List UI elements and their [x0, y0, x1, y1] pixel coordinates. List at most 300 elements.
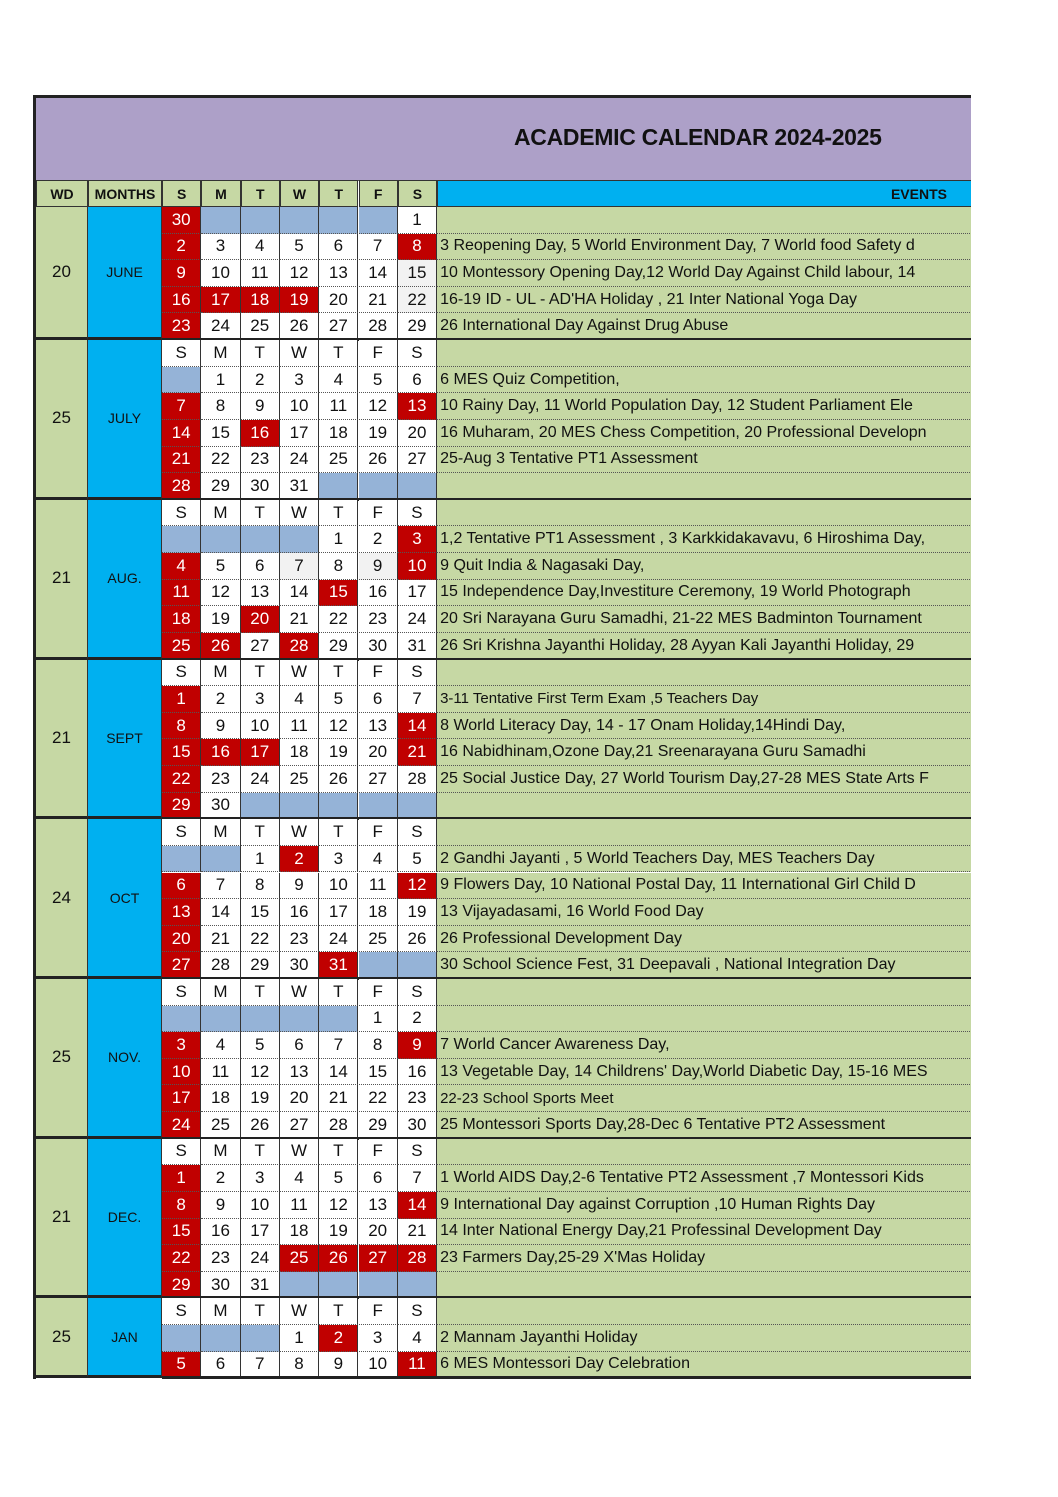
date-cell: 1	[241, 846, 280, 873]
holiday-date-cell: 21	[162, 447, 201, 474]
date-cell: 19	[398, 899, 437, 926]
date-cell: 1	[359, 1006, 398, 1033]
weekday-header-1: M	[201, 819, 240, 846]
date-cell: 29	[319, 633, 358, 660]
date-cell: 7	[241, 1352, 280, 1379]
date-cell: 19	[319, 1219, 358, 1246]
date-cell: 5	[319, 1165, 358, 1192]
weekday-header-1: M	[201, 1139, 240, 1166]
date-cell: 21	[201, 926, 240, 953]
event-cell	[437, 473, 971, 500]
holiday-date-cell: 4	[162, 553, 201, 580]
event-cell	[437, 1272, 971, 1299]
weekday-header-4: T	[319, 1139, 358, 1166]
empty-date-cell	[280, 207, 319, 234]
event-cell: 9 Quit India & Nagasaki Day,	[437, 553, 971, 580]
holiday-date-cell: 31	[319, 952, 358, 979]
empty-date-cell	[201, 1006, 240, 1033]
date-cell: 14	[280, 580, 319, 607]
event-cell: 13 Vegetable Day, 14 Childrens' Day,World Diabetic Day, 15-16 MES	[437, 1059, 971, 1086]
date-cell: 23	[201, 1245, 240, 1272]
event-cell: 3 Reopening Day, 5 World Environment Day, 7 World food Safety d	[437, 234, 971, 261]
date-cell: 24	[280, 447, 319, 474]
holiday-date-cell: 17	[162, 1085, 201, 1112]
date-cell: 4	[201, 1032, 240, 1059]
month-working-days: 21	[36, 1139, 88, 1299]
event-cell: 26 Sri Krishna Jayanthi Holiday, 28 Ayyan Kali Jayanthi Holiday, 29	[437, 633, 971, 660]
date-cell: 15	[359, 1059, 398, 1086]
holiday-date-cell: 9	[162, 260, 201, 287]
weekday-header-5: F	[359, 340, 398, 367]
month-name: JUNE	[88, 207, 162, 340]
weekday-header-1: M	[201, 1298, 240, 1325]
event-cell: 26 International Day Against Drug Abuse	[437, 313, 971, 340]
weekday-header-4: T	[319, 819, 358, 846]
event-cell: 6 MES Quiz Competition,	[437, 367, 971, 394]
date-cell: 26	[319, 766, 358, 793]
date-cell: 3	[280, 367, 319, 394]
weekday-header-3: W	[280, 979, 319, 1006]
empty-date-cell	[201, 1325, 240, 1352]
holiday-date-cell: 16	[201, 739, 240, 766]
holiday-date-cell: 10	[398, 553, 437, 580]
date-cell: 14	[319, 1059, 358, 1086]
holiday-date-cell: 2	[162, 234, 201, 261]
month-name: SEPT	[88, 660, 162, 820]
date-cell: 9	[280, 873, 319, 900]
event-cell: 1 World AIDS Day,2-6 Tentative PT2 Assessment ,7 Montessori Kids	[437, 1165, 971, 1192]
holiday-date-cell: 15	[319, 580, 358, 607]
date-cell: 25	[319, 447, 358, 474]
holiday-date-cell: 2	[280, 846, 319, 873]
weekday-header-4: T	[319, 979, 358, 1006]
date-cell: 2	[241, 367, 280, 394]
holiday-date-cell: 5	[162, 1352, 201, 1379]
month-name: NOV.	[88, 979, 162, 1139]
holiday-date-cell: 25	[162, 633, 201, 660]
event-cell: 2 Gandhi Jayanti , 5 World Teachers Day, MES Teachers Day	[437, 846, 971, 873]
date-cell: 18	[319, 420, 358, 447]
weekday-header-6: S	[398, 340, 437, 367]
date-cell: 23	[241, 447, 280, 474]
empty-date-cell	[319, 1006, 358, 1033]
date-cell: 18	[280, 739, 319, 766]
event-cell: 20 Sri Narayana Guru Samadhi, 21-22 MES Badminton Tournament	[437, 606, 971, 633]
event-cell: 9 International Day against Corruption ,10 Human Rights Day	[437, 1192, 971, 1219]
event-cell: 7 World Cancer Awareness Day,	[437, 1032, 971, 1059]
event-cell: 25 Social Justice Day, 27 World Tourism Day,27-28 MES State Arts F	[437, 766, 971, 793]
date-cell: 28	[359, 313, 398, 340]
date-cell: 20	[398, 420, 437, 447]
weekday-header-2: T	[241, 1139, 280, 1166]
date-cell: 2	[201, 1165, 240, 1192]
date-cell: 1	[319, 526, 358, 553]
weekday-header-0: S	[162, 1139, 201, 1166]
date-cell: 27	[280, 1112, 319, 1139]
holiday-date-cell: 26	[201, 633, 240, 660]
empty-date-cell	[162, 846, 201, 873]
weekday-header-2: T	[241, 819, 280, 846]
date-cell: 23	[359, 606, 398, 633]
event-cell: 8 World Literacy Day, 14 - 17 Onam Holiday,14Hindi Day,	[437, 713, 971, 740]
date-cell: 5	[241, 1032, 280, 1059]
weekday-header-3: W	[280, 660, 319, 687]
month-working-days: 25	[36, 979, 88, 1139]
weekday-header-6: S	[398, 1298, 437, 1325]
date-cell: 30	[241, 473, 280, 500]
event-cell	[437, 1006, 971, 1033]
event-cell: 10 Montessory Opening Day,12 World Day Against Child labour, 14	[437, 260, 971, 287]
empty-date-cell	[359, 207, 398, 234]
empty-date-cell	[398, 1272, 437, 1299]
date-cell: 19	[201, 606, 240, 633]
date-cell: 24	[241, 766, 280, 793]
weekday-header-6: S	[398, 819, 437, 846]
holiday-date-cell: 16	[241, 420, 280, 447]
date-cell: 27	[241, 633, 280, 660]
date-cell: 24	[241, 1245, 280, 1272]
empty-date-cell	[162, 1325, 201, 1352]
weekday-header-1: M	[201, 500, 240, 527]
weekday-header-1: M	[201, 340, 240, 367]
event-cell	[437, 207, 971, 234]
holiday-date-cell: 14	[398, 713, 437, 740]
weekday-header-6: S	[398, 1139, 437, 1166]
holiday-date-cell: 27	[162, 952, 201, 979]
weekday-header-2: T	[241, 340, 280, 367]
header-day-4: T	[319, 180, 358, 207]
empty-date-cell	[319, 1272, 358, 1299]
empty-date-cell	[162, 1006, 201, 1033]
date-cell: 2	[398, 1006, 437, 1033]
date-cell: 31	[398, 633, 437, 660]
date-cell: 12	[319, 1192, 358, 1219]
holiday-date-cell: 17	[241, 739, 280, 766]
date-cell: 9	[241, 393, 280, 420]
event-cell: 16-19 ID - UL - AD'HA Holiday , 21 Inter National Yoga Day	[437, 287, 971, 314]
holiday-date-cell: 8	[162, 1192, 201, 1219]
holiday-date-cell: 15	[162, 739, 201, 766]
date-cell: 14	[359, 260, 398, 287]
header-wd: WD	[36, 180, 88, 207]
empty-date-cell	[162, 367, 201, 394]
date-cell: 13	[280, 1059, 319, 1086]
date-cell: 1	[201, 367, 240, 394]
holiday-date-cell: 24	[162, 1112, 201, 1139]
date-cell: 21	[280, 606, 319, 633]
date-cell: 17	[398, 580, 437, 607]
holiday-date-cell: 28	[162, 473, 201, 500]
holiday-date-cell: 1	[162, 1165, 201, 1192]
date-cell: 8	[241, 873, 280, 900]
weekday-header-3: W	[280, 1139, 319, 1166]
empty-date-cell	[280, 1006, 319, 1033]
date-cell: 13	[359, 1192, 398, 1219]
date-cell: 11	[280, 1192, 319, 1219]
date-cell: 10	[241, 713, 280, 740]
holiday-date-cell: 3	[398, 526, 437, 553]
date-cell: 22	[201, 447, 240, 474]
holiday-date-cell: 29	[162, 1272, 201, 1299]
date-cell: 15	[241, 899, 280, 926]
title-band	[36, 98, 971, 181]
header-day-6: S	[398, 180, 437, 207]
date-cell: 15	[201, 420, 240, 447]
month-working-days: 25	[36, 340, 88, 500]
holiday-date-cell: 13	[162, 899, 201, 926]
holiday-date-cell: 18	[241, 287, 280, 314]
date-cell: 22	[241, 926, 280, 953]
date-cell: 13	[241, 580, 280, 607]
date-cell: 28	[201, 952, 240, 979]
header-day-1: M	[201, 180, 240, 207]
weekday-header-3: W	[280, 1298, 319, 1325]
weekday-header-1: M	[201, 660, 240, 687]
date-cell: 25	[359, 926, 398, 953]
date-cell: 20	[359, 1219, 398, 1246]
weekday-header-5: F	[359, 660, 398, 687]
empty-date-cell	[398, 952, 437, 979]
date-cell: 6	[359, 1165, 398, 1192]
date-cell: 19	[319, 739, 358, 766]
date-cell: 6	[280, 1032, 319, 1059]
empty-date-cell	[359, 952, 398, 979]
weekday-header-6: S	[398, 660, 437, 687]
holiday-date-cell: 9	[398, 1032, 437, 1059]
date-cell: 2	[359, 526, 398, 553]
date-cell: 12	[241, 1059, 280, 1086]
date-cell: 3	[319, 846, 358, 873]
date-cell: 13	[359, 713, 398, 740]
event-cell: 26 Professional Development Day	[437, 926, 971, 953]
event-cell: 25-Aug 3 Tentative PT1 Assessment	[437, 447, 971, 474]
header-day-5: F	[359, 180, 398, 207]
holiday-date-cell: 28	[398, 1245, 437, 1272]
empty-date-cell	[280, 793, 319, 820]
date-cell: 28	[398, 766, 437, 793]
date-cell: 9	[201, 1192, 240, 1219]
date-cell: 21	[359, 287, 398, 314]
date-cell: 12	[359, 393, 398, 420]
event-cell: 10 Rainy Day, 11 World Population Day, 12 Student Parliament Ele	[437, 393, 971, 420]
date-cell: 30	[201, 1272, 240, 1299]
date-cell: 19	[359, 420, 398, 447]
date-cell: 30	[359, 633, 398, 660]
date-cell: 3	[359, 1325, 398, 1352]
date-cell: 6	[319, 234, 358, 261]
event-cell: 23 Farmers Day,25-29 X'Mas Holiday	[437, 1245, 971, 1272]
date-cell: 8	[201, 393, 240, 420]
weekday-header-1: M	[201, 979, 240, 1006]
date-cell: 9	[201, 713, 240, 740]
weekday-header-4: T	[319, 660, 358, 687]
date-cell: 27	[398, 447, 437, 474]
empty-date-cell	[241, 1006, 280, 1033]
date-cell: 10	[201, 260, 240, 287]
date-cell: 3	[241, 686, 280, 713]
event-cell: 14 Inter National Energy Day,21 Professinal Development Day	[437, 1219, 971, 1246]
holiday-date-cell: 23	[162, 313, 201, 340]
date-cell: 9	[319, 1352, 358, 1379]
date-cell: 27	[319, 313, 358, 340]
holiday-date-cell: 25	[280, 1245, 319, 1272]
date-cell: 12	[280, 260, 319, 287]
weekday-header-0: S	[162, 660, 201, 687]
date-cell: 28	[319, 1112, 358, 1139]
month-name: DEC.	[88, 1139, 162, 1299]
holiday-date-cell: 22	[162, 1245, 201, 1272]
weekday-header-5: F	[359, 1298, 398, 1325]
event-cell: 13 Vijayadasami, 16 World Food Day	[437, 899, 971, 926]
date-cell: 7	[280, 553, 319, 580]
empty-date-cell	[201, 846, 240, 873]
event-cell: 6 MES Montessori Day Celebration	[437, 1352, 971, 1379]
weekday-header-0: S	[162, 979, 201, 1006]
date-cell: 11	[201, 1059, 240, 1086]
weekday-header-4: T	[319, 500, 358, 527]
date-cell: 22	[398, 287, 437, 314]
month-name: AUG.	[88, 500, 162, 660]
date-cell: 29	[201, 473, 240, 500]
events-cell	[437, 819, 971, 846]
date-cell: 12	[319, 713, 358, 740]
month-name: OCT	[88, 819, 162, 979]
date-cell: 10	[280, 393, 319, 420]
empty-date-cell	[241, 793, 280, 820]
date-cell: 3	[241, 1165, 280, 1192]
empty-date-cell	[319, 207, 358, 234]
weekday-header-5: F	[359, 500, 398, 527]
date-cell: 4	[319, 367, 358, 394]
date-cell: 25	[201, 1112, 240, 1139]
date-cell: 24	[319, 926, 358, 953]
date-cell: 18	[280, 1219, 319, 1246]
date-cell: 13	[319, 260, 358, 287]
date-cell: 8	[319, 553, 358, 580]
holiday-date-cell: 26	[319, 1245, 358, 1272]
date-cell: 22	[319, 606, 358, 633]
event-cell: 16 Nabidhinam,Ozone Day,21 Sreenarayana Guru Samadhi	[437, 739, 971, 766]
empty-date-cell	[201, 207, 240, 234]
date-cell: 7	[201, 873, 240, 900]
date-cell: 1	[398, 207, 437, 234]
date-cell: 20	[319, 287, 358, 314]
month-name: JAN	[88, 1298, 162, 1378]
empty-date-cell	[280, 526, 319, 553]
date-cell: 16	[280, 899, 319, 926]
date-cell: 31	[280, 473, 319, 500]
weekday-header-3: W	[280, 340, 319, 367]
holiday-date-cell: 12	[398, 873, 437, 900]
date-cell: 7	[319, 1032, 358, 1059]
weekday-header-0: S	[162, 340, 201, 367]
date-cell: 20	[359, 739, 398, 766]
date-cell: 21	[398, 1219, 437, 1246]
weekday-header-0: S	[162, 500, 201, 527]
empty-date-cell	[398, 793, 437, 820]
date-cell: 23	[280, 926, 319, 953]
empty-date-cell	[280, 1272, 319, 1299]
month-working-days: 25	[36, 1298, 88, 1378]
date-cell: 20	[280, 1085, 319, 1112]
date-cell: 30	[398, 1112, 437, 1139]
events-cell	[437, 340, 971, 367]
date-cell: 1	[280, 1325, 319, 1352]
holiday-date-cell: 3	[162, 1032, 201, 1059]
date-cell: 31	[241, 1272, 280, 1299]
holiday-date-cell: 18	[162, 606, 201, 633]
event-cell: 22-23 School Sports Meet	[437, 1085, 971, 1112]
date-cell: 17	[280, 420, 319, 447]
event-cell: 1,2 Tentative PT1 Assessment , 3 Karkkidakavavu, 6 Hiroshima Day,	[437, 526, 971, 553]
holiday-date-cell: 21	[398, 739, 437, 766]
events-cell	[437, 500, 971, 527]
date-cell: 24	[398, 606, 437, 633]
header-day-3: W	[280, 180, 319, 207]
date-cell: 23	[398, 1085, 437, 1112]
events-cell	[437, 1298, 971, 1325]
empty-date-cell	[241, 1325, 280, 1352]
event-cell	[437, 793, 971, 820]
weekday-header-4: T	[319, 1298, 358, 1325]
date-cell: 11	[241, 260, 280, 287]
date-cell: 10	[241, 1192, 280, 1219]
empty-date-cell	[319, 793, 358, 820]
holiday-date-cell: 6	[162, 873, 201, 900]
calendar-sheet	[33, 95, 971, 1379]
date-cell: 5	[319, 686, 358, 713]
events-cell	[437, 979, 971, 1006]
page-title: ACADEMIC CALENDAR 2024-2025	[514, 124, 882, 150]
holiday-date-cell: 13	[398, 393, 437, 420]
date-cell: 25	[241, 313, 280, 340]
weekday-header-2: T	[241, 1298, 280, 1325]
month-working-days: 24	[36, 819, 88, 979]
holiday-date-cell: 16	[162, 287, 201, 314]
empty-date-cell	[398, 473, 437, 500]
date-cell: 25	[280, 766, 319, 793]
holiday-date-cell: 10	[162, 1059, 201, 1086]
header-months: MONTHS	[88, 180, 162, 207]
date-cell: 26	[359, 447, 398, 474]
events-cell	[437, 1139, 971, 1166]
header-day-2: T	[241, 180, 280, 207]
date-cell: 5	[359, 367, 398, 394]
weekday-header-3: W	[280, 819, 319, 846]
date-cell: 11	[359, 873, 398, 900]
weekday-header-6: S	[398, 979, 437, 1006]
date-cell: 26	[241, 1112, 280, 1139]
events-cell	[437, 660, 971, 687]
holiday-date-cell: 11	[398, 1352, 437, 1379]
date-cell: 29	[241, 952, 280, 979]
month-separator	[162, 1376, 971, 1379]
holiday-date-cell: 11	[162, 580, 201, 607]
holiday-date-cell: 14	[162, 420, 201, 447]
event-cell: 16 Muharam, 20 MES Chess Competition, 20 Professional Developn	[437, 420, 971, 447]
date-cell: 4	[359, 846, 398, 873]
date-cell: 19	[241, 1085, 280, 1112]
date-cell: 11	[280, 713, 319, 740]
event-cell: 25 Montessori Sports Day,28-Dec 6 Tentative PT2 Assessment	[437, 1112, 971, 1139]
holiday-date-cell: 14	[398, 1192, 437, 1219]
date-cell: 16	[359, 580, 398, 607]
empty-date-cell	[319, 473, 358, 500]
date-cell: 6	[359, 686, 398, 713]
date-cell: 18	[359, 899, 398, 926]
holiday-date-cell: 29	[162, 793, 201, 820]
event-cell: 30 School Science Fest, 31 Deepavali , National Integration Day	[437, 952, 971, 979]
